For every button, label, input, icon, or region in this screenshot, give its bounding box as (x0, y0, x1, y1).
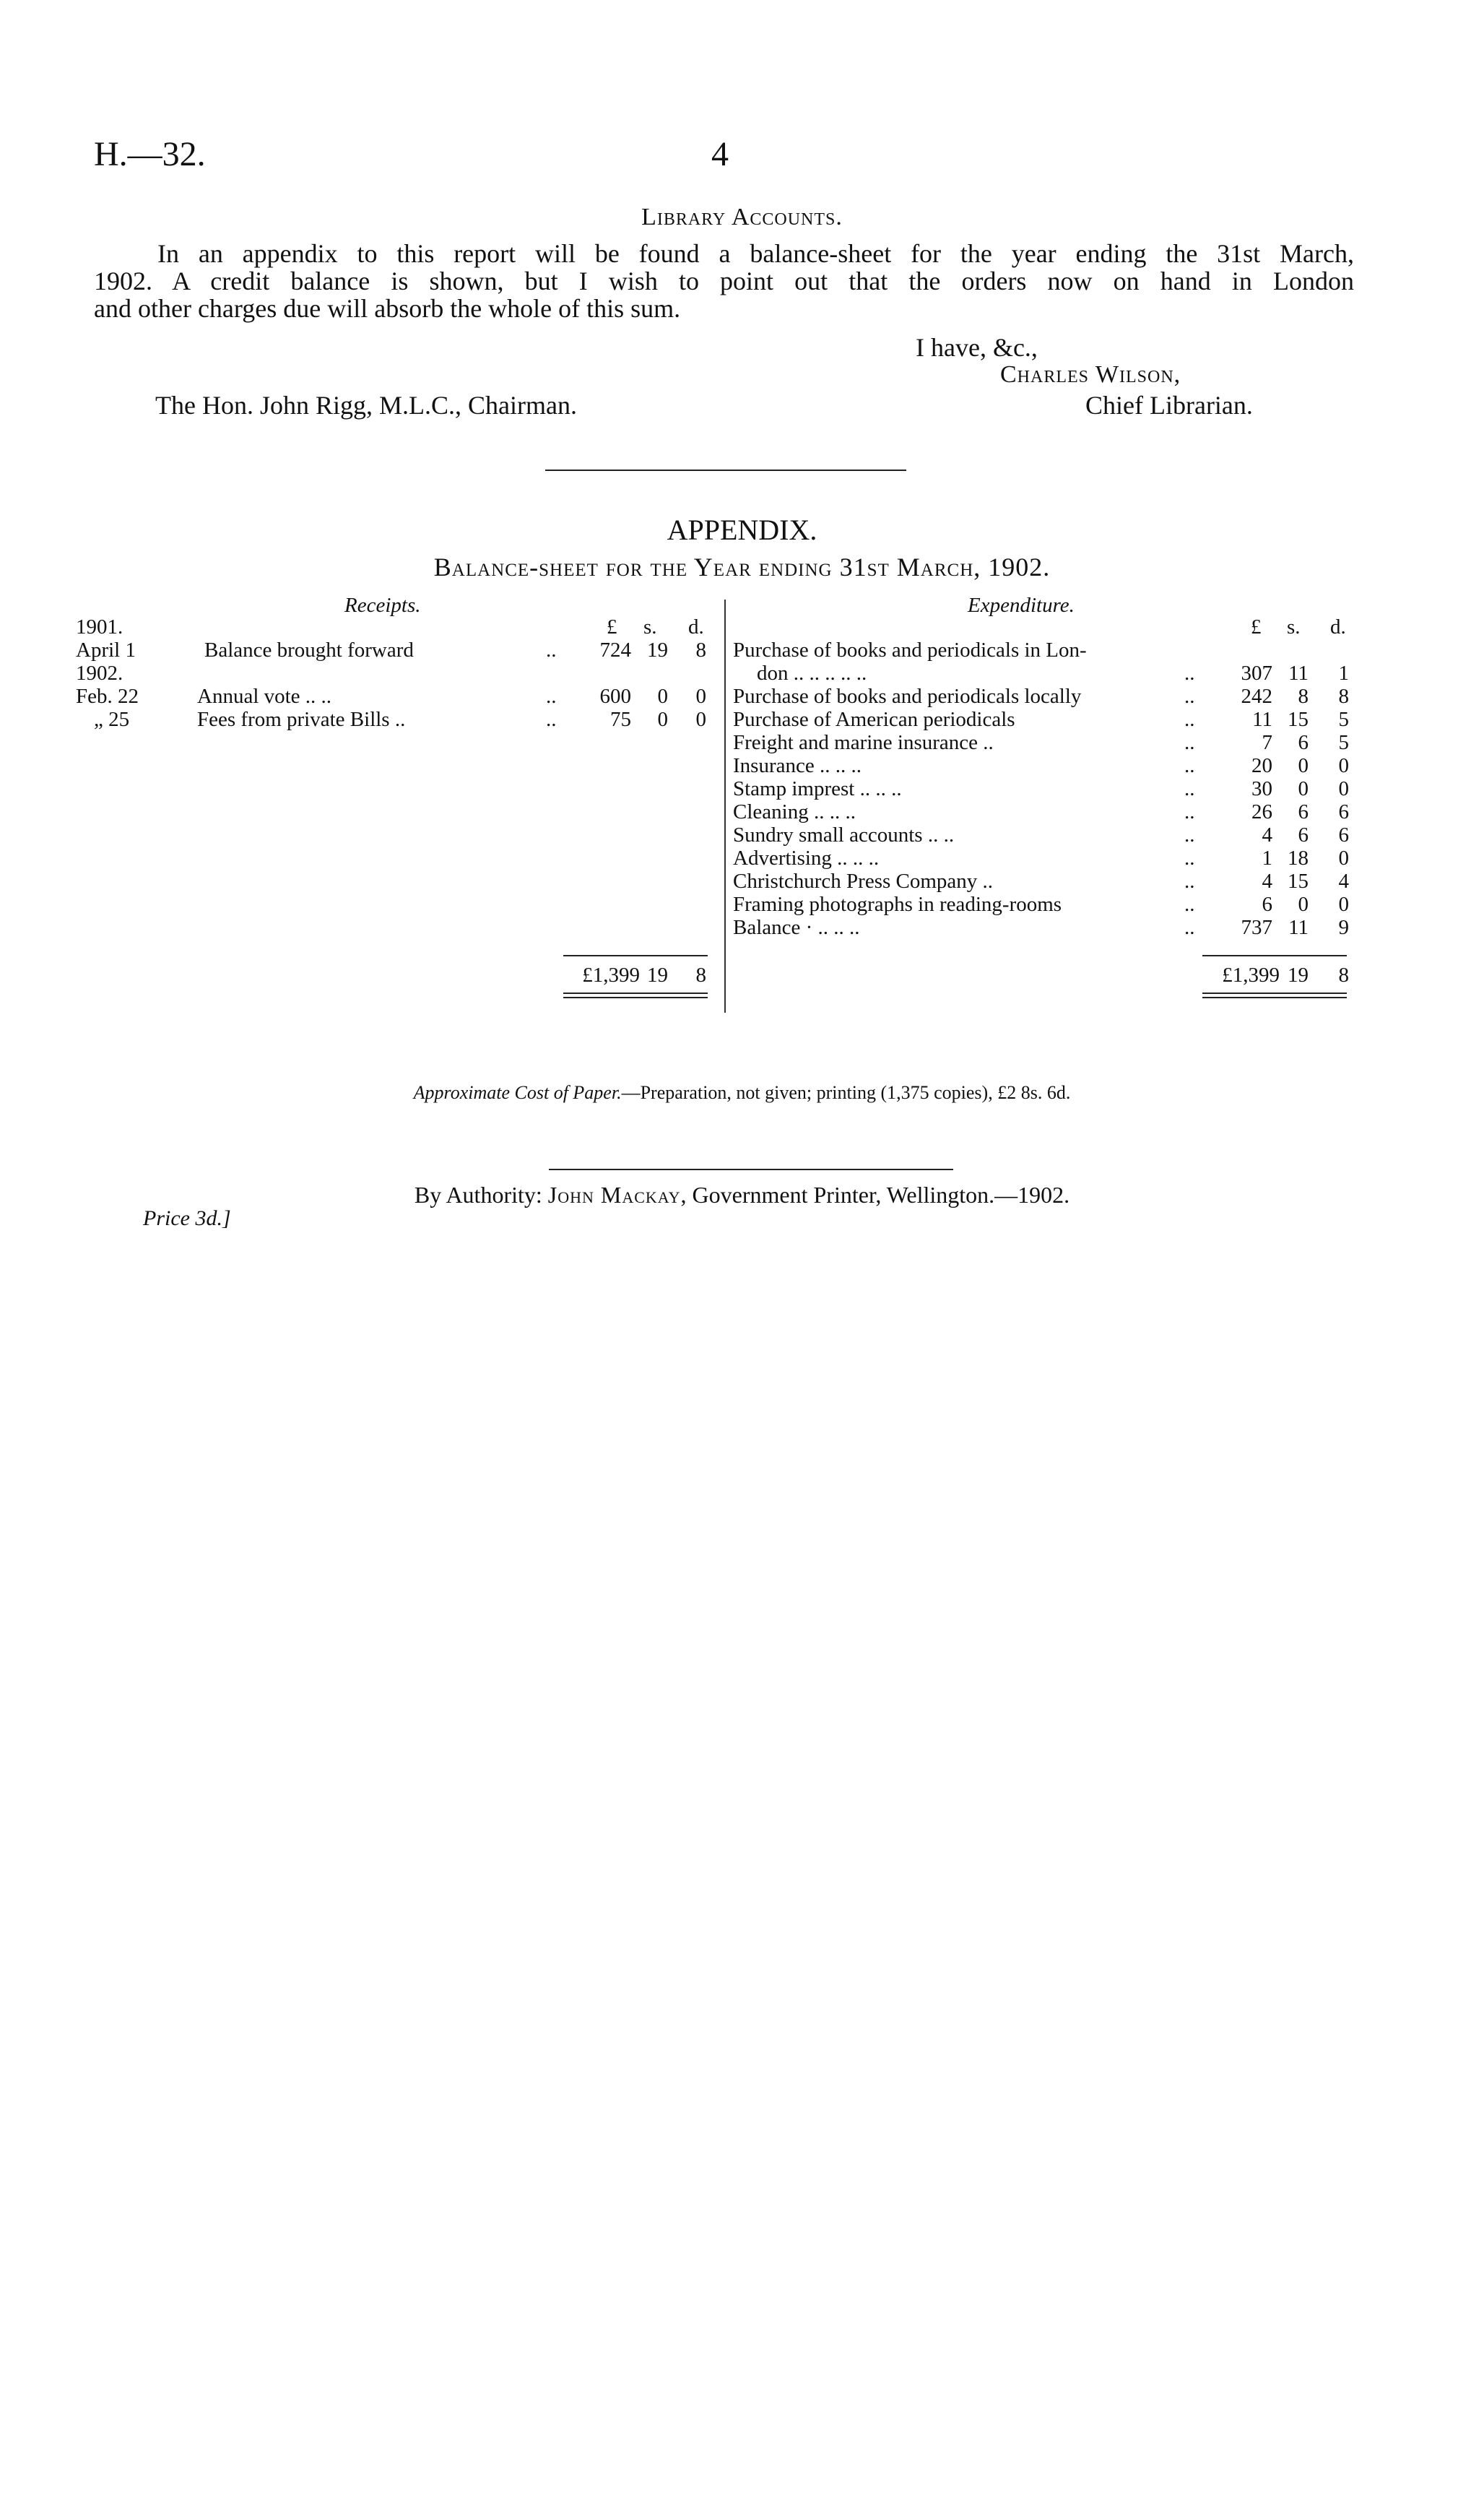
expenditure-col-pound: £ (1251, 615, 1262, 639)
expenditure-description: Christchurch Press Company .. (733, 870, 994, 893)
expenditure-leader: .. (1184, 662, 1195, 685)
expenditure-pence: 5 (1338, 731, 1349, 754)
receipts-heading: Receipts. (344, 594, 421, 617)
expenditure-leader: .. (1184, 847, 1195, 870)
expenditure-shillings: 6 (1298, 800, 1309, 823)
expenditure-leader: .. (1184, 708, 1195, 731)
expenditure-pence: 6 (1338, 823, 1349, 847)
authority-suffix: , Government Printer, Wellington.—1902. (680, 1182, 1070, 1208)
signature-name: Charles Wilson, (1000, 361, 1181, 388)
expenditure-pounds: 20 (1251, 754, 1272, 777)
addressee: The Hon. John Rigg, M.L.C., Chairman. (155, 391, 577, 420)
expenditure-leader: .. (1184, 823, 1195, 847)
expenditure-description: Purchase of books and periodicals in Lon- (733, 639, 1087, 662)
receipts-col-pence: d. (688, 615, 704, 639)
paragraph-line: and other charges due will absorb the whole of this sum. (94, 294, 681, 323)
expenditure-shillings: 18 (1288, 847, 1309, 870)
receipt-pence: 0 (695, 685, 706, 708)
expenditure-shillings: 11 (1288, 916, 1309, 939)
receipt-shillings: 0 (657, 708, 668, 731)
receipt-description: Annual vote .. .. (197, 685, 332, 708)
page-number: 4 (711, 135, 729, 173)
expenditure-description: Insurance .. .. .. (733, 754, 862, 777)
appendix-title: APPENDIX. (667, 514, 817, 546)
receipts-col-pound: £ (607, 615, 617, 639)
expenditure-total-double-rule (1202, 993, 1347, 998)
printer-authority (0, 1182, 1484, 1208)
expenditure-description-continued: don .. .. .. .. .. (757, 662, 867, 685)
expenditure-pence: 8 (1338, 685, 1349, 708)
expenditure-pence: 0 (1338, 847, 1349, 870)
receipt-pounds: 600 (599, 685, 631, 708)
expenditure-pounds: 4 (1262, 870, 1272, 893)
section-title: Library Accounts. (641, 204, 843, 230)
approximate-cost-note (0, 1082, 1484, 1104)
expenditure-leader: .. (1184, 893, 1195, 916)
receipts-year-1901: 1901. (76, 615, 123, 639)
receipt-description: Fees from private Bills .. (197, 708, 406, 731)
expenditure-description: Stamp imprest .. .. .. (733, 777, 902, 800)
printer-name: John Mackay (547, 1182, 681, 1208)
expenditure-shillings: 15 (1288, 708, 1309, 731)
expenditure-description: Cleaning .. .. .. (733, 800, 856, 823)
receipt-description: Balance brought forward (204, 639, 414, 662)
expenditure-pence: 9 (1338, 916, 1349, 939)
receipts-total-pounds: £1,399 (582, 964, 640, 987)
receipt-date: Feb. 22 (76, 685, 139, 708)
expenditure-pounds: 11 (1252, 708, 1272, 731)
receipt-pounds: 75 (610, 708, 631, 731)
expenditure-pounds: 4 (1262, 823, 1272, 847)
expenditure-leader: .. (1184, 800, 1195, 823)
receipts-total-double-rule (563, 993, 708, 998)
expenditure-pounds: 26 (1251, 800, 1272, 823)
receipt-leader: .. (546, 708, 557, 731)
expenditure-description: Sundry small accounts .. .. (733, 823, 955, 847)
balance-sheet-title: Balance-sheet for the Year ending 31st March, 1902. (433, 553, 1051, 581)
expenditure-total-shillings: 19 (1288, 964, 1309, 987)
expenditure-pounds: 737 (1241, 916, 1272, 939)
receipt-leader: .. (546, 685, 557, 708)
expenditure-total-pounds: £1,399 (1222, 964, 1280, 987)
paragraph-line: 1902. A credit balance is shown, but I wish to point out that the orders now on hand in London (94, 267, 1354, 295)
expenditure-col-shillings: s. (1287, 615, 1301, 639)
expenditure-pence: 4 (1338, 870, 1349, 893)
receipt-date: „ 25 (94, 708, 130, 731)
price-note: Price 3d.] (143, 1206, 231, 1230)
expenditure-shillings: 6 (1298, 731, 1309, 754)
approximate-cost-label: Approximate Cost of Paper. (413, 1082, 622, 1103)
expenditure-pence: 1 (1338, 662, 1349, 685)
expenditure-pence: 5 (1338, 708, 1349, 731)
expenditure-description: Purchase of books and periodicals locally (733, 685, 1082, 708)
expenditure-pounds: 6 (1262, 893, 1272, 916)
expenditure-pounds: 307 (1241, 662, 1272, 685)
expenditure-total-pence: 8 (1338, 964, 1349, 987)
expenditure-pence: 0 (1338, 777, 1349, 800)
footer-rule (549, 1169, 953, 1170)
receipt-pence: 8 (695, 639, 706, 662)
receipts-col-shillings: s. (643, 615, 657, 639)
expenditure-description: Advertising .. .. .. (733, 847, 880, 870)
expenditure-shillings: 15 (1288, 870, 1309, 893)
expenditure-col-pence: d. (1330, 615, 1346, 639)
expenditure-shillings: 8 (1298, 685, 1309, 708)
receipts-total-shillings: 19 (647, 964, 668, 987)
receipts-year-1902: 1902. (76, 662, 123, 685)
expenditure-description: Framing photographs in reading-rooms (733, 893, 1062, 916)
expenditure-pounds: 30 (1251, 777, 1272, 800)
signature-closing: I have, &c., (916, 333, 1038, 362)
expenditure-description: Purchase of American periodicals (733, 708, 1015, 731)
expenditure-pence: 6 (1338, 800, 1349, 823)
document-number: H.—32. (94, 135, 206, 173)
receipt-shillings: 19 (647, 639, 668, 662)
receipt-shillings: 0 (657, 685, 668, 708)
expenditure-leader: .. (1184, 754, 1195, 777)
expenditure-description: Freight and marine insurance .. (733, 731, 994, 754)
expenditure-description: Balance · .. .. .. (733, 916, 860, 939)
expenditure-pence: 0 (1338, 893, 1349, 916)
expenditure-pence: 0 (1338, 754, 1349, 777)
table-divider-line (724, 600, 726, 1013)
approximate-cost-text: —Preparation, not given; printing (1,375 copies), £2 8s. 6d. (621, 1082, 1071, 1103)
divider-rule (545, 470, 906, 471)
expenditure-leader: .. (1184, 731, 1195, 754)
authority-prefix: By Authority: (414, 1182, 548, 1208)
receipt-date: April 1 (76, 639, 136, 662)
paragraph-line: In an appendix to this report will be found a balance-sheet for the year ending the 31st March, (157, 239, 1354, 268)
expenditure-leader: .. (1184, 916, 1195, 939)
expenditure-shillings: 11 (1288, 662, 1309, 685)
expenditure-pounds: 242 (1241, 685, 1272, 708)
body-paragraph (94, 240, 1354, 322)
receipts-total-rule (563, 955, 708, 956)
expenditure-leader: .. (1184, 685, 1195, 708)
receipt-pounds: 724 (599, 639, 631, 662)
receipt-leader: .. (546, 639, 557, 662)
expenditure-shillings: 0 (1298, 893, 1309, 916)
receipts-total-pence: 8 (695, 964, 706, 987)
signature-title: Chief Librarian. (1085, 391, 1253, 420)
expenditure-leader: .. (1184, 870, 1195, 893)
expenditure-pounds: 1 (1262, 847, 1272, 870)
expenditure-shillings: 0 (1298, 754, 1309, 777)
expenditure-pounds: 7 (1262, 731, 1272, 754)
expenditure-heading: Expenditure. (968, 594, 1075, 617)
expenditure-leader: .. (1184, 777, 1195, 800)
receipt-pence: 0 (695, 708, 706, 731)
expenditure-total-rule (1202, 955, 1347, 956)
expenditure-shillings: 6 (1298, 823, 1309, 847)
expenditure-shillings: 0 (1298, 777, 1309, 800)
